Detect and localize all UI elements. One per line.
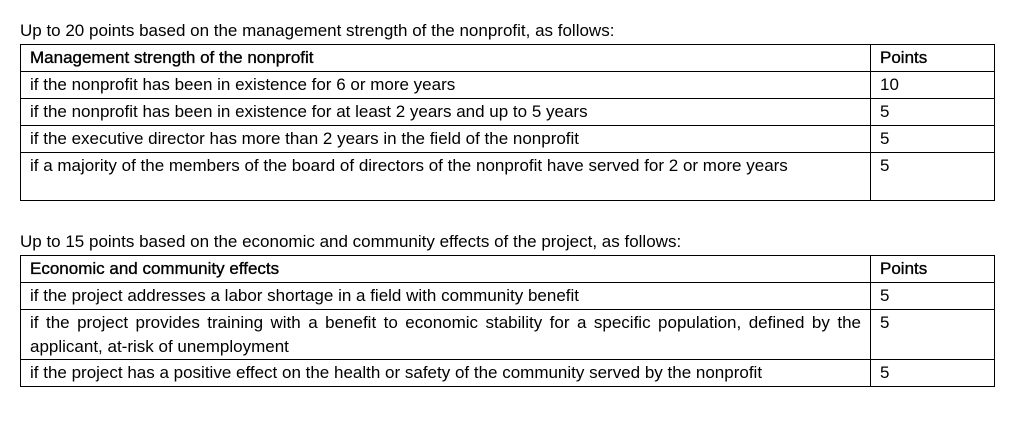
points-cell: 5 bbox=[871, 310, 995, 360]
criterion-cell: if the executive director has more than 2 years in the field of the nonprofit bbox=[21, 126, 871, 153]
management-strength-table bbox=[20, 44, 995, 201]
criterion-cell: if a majority of the members of the board of directors of the nonprofit have served for 2 or more years bbox=[21, 153, 871, 201]
table-row bbox=[21, 72, 995, 99]
points-column-header: Points bbox=[871, 256, 995, 283]
criterion-cell: if the nonprofit has been in existence for at least 2 years and up to 5 years bbox=[21, 99, 871, 126]
table-row bbox=[21, 99, 995, 126]
table-row bbox=[21, 310, 995, 360]
table-header-row bbox=[21, 256, 995, 283]
points-cell: 5 bbox=[871, 283, 995, 310]
points-cell: 5 bbox=[871, 360, 995, 387]
criterion-column-header: Management strength of the nonprofit bbox=[21, 45, 871, 72]
table-header-row bbox=[21, 45, 995, 72]
criterion-cell: if the nonprofit has been in existence for 6 or more years bbox=[21, 72, 871, 99]
criterion-cell: if the project has a positive effect on the health or safety of the community served by the nonprofit bbox=[21, 360, 871, 387]
points-cell: 10 bbox=[871, 72, 995, 99]
table-row bbox=[21, 283, 995, 310]
table-row bbox=[21, 153, 995, 201]
table-row bbox=[21, 360, 995, 387]
points-cell: 5 bbox=[871, 99, 995, 126]
criterion-column-header: Economic and community effects bbox=[21, 256, 871, 283]
criterion-cell: if the project provides training with a benefit to economic stability for a specific population, defined by the applicant, at-risk of unemployment bbox=[21, 310, 871, 360]
table-row bbox=[21, 126, 995, 153]
criterion-cell: if the project addresses a labor shortage in a field with community benefit bbox=[21, 283, 871, 310]
management-section-intro: Up to 20 points based on the management strength of the nonprofit, as follows: bbox=[20, 21, 615, 40]
points-column-header: Points bbox=[871, 45, 995, 72]
economic-section-intro: Up to 15 points based on the economic and community effects of the project, as follows: bbox=[20, 232, 682, 251]
points-cell: 5 bbox=[871, 153, 995, 201]
points-cell: 5 bbox=[871, 126, 995, 153]
economic-community-effects-table bbox=[20, 255, 995, 387]
